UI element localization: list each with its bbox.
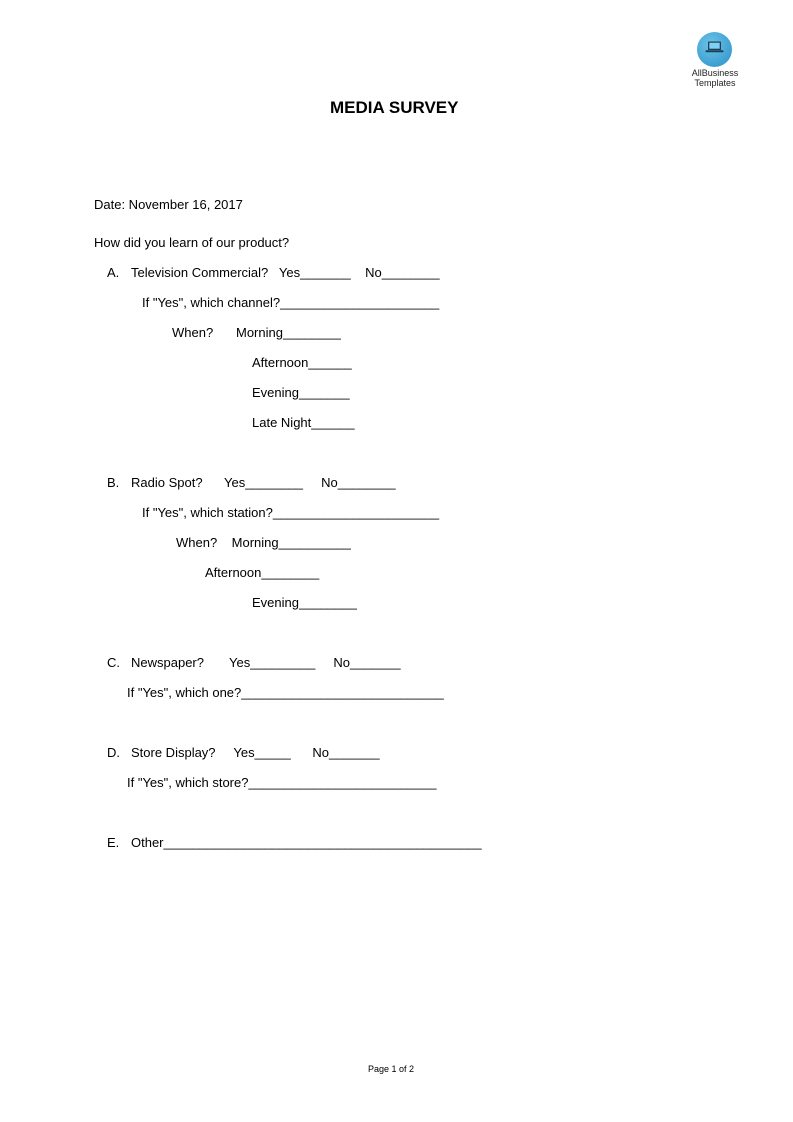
- logo-text: [683, 68, 747, 88]
- section-a-channel-field[interactable]: If "Yes", which channel?______________________: [142, 295, 440, 310]
- section-b-morning-field[interactable]: When? Morning__________: [176, 535, 351, 550]
- section-d-question[interactable]: Store Display? Yes_____ No_______: [131, 745, 380, 760]
- section-a-afternoon-field[interactable]: Afternoon______: [252, 355, 352, 370]
- laptop-logo-icon: [697, 32, 732, 67]
- section-b-station-field[interactable]: If "Yes", which station?_______________________: [142, 505, 440, 520]
- section-b-letter: B.: [107, 475, 120, 490]
- section-a-when-label: When?: [172, 325, 214, 340]
- section-c-letter: C.: [107, 655, 120, 670]
- date-line: Date: November 16, 2017: [94, 197, 243, 212]
- section-c-which-field[interactable]: If "Yes", which one?____________________________: [127, 685, 444, 700]
- section-e-other-field[interactable]: Other____________________________________________: [131, 835, 482, 850]
- section-b-afternoon-field[interactable]: Afternoon________: [205, 565, 320, 580]
- logo-line-1: AllBusiness: [691, 68, 739, 78]
- section-a-question[interactable]: Television Commercial? Yes_______ No________: [131, 265, 440, 280]
- section-a-letter: A.: [107, 265, 120, 280]
- section-b-question[interactable]: Radio Spot? Yes________ No________: [131, 475, 396, 490]
- section-a-late-night-field[interactable]: Late Night______: [252, 415, 355, 430]
- logo-line-2: Templates: [694, 78, 736, 88]
- section-b-evening-field[interactable]: Evening________: [252, 595, 357, 610]
- page-number: Page 1 of 2: [368, 1064, 415, 1074]
- section-d-which-field[interactable]: If "Yes", which store?__________________________: [127, 775, 437, 790]
- page-title: MEDIA SURVEY: [330, 98, 459, 117]
- allbusiness-templates-logo: [685, 30, 745, 90]
- question-text: How did you learn of our product?: [94, 235, 290, 250]
- section-a-morning-field[interactable]: Morning________: [236, 325, 341, 340]
- section-a-evening-field[interactable]: Evening_______: [252, 385, 350, 400]
- section-c-question[interactable]: Newspaper? Yes_________ No_______: [131, 655, 401, 670]
- section-d-letter: D.: [107, 745, 120, 760]
- section-e-letter: E.: [107, 835, 120, 850]
